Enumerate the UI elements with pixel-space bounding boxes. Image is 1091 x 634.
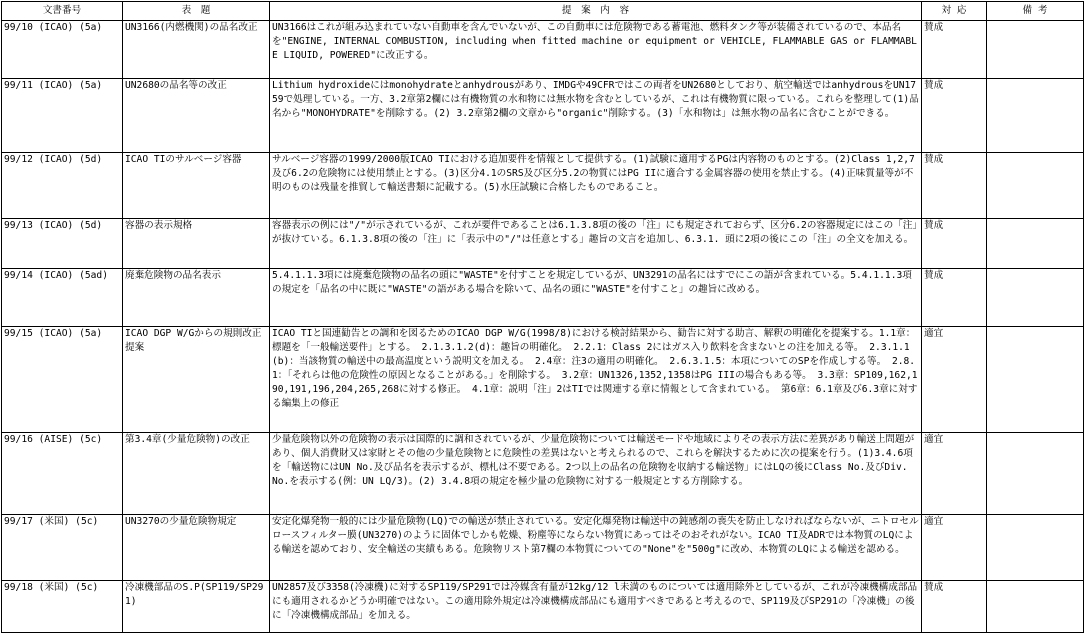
remarks-cell [987,433,1084,515]
title-cell: ICAO TIのサルベージ容器 [123,153,270,219]
remarks-cell [987,581,1084,633]
title-cell: UN3166(内燃機関)の品名改正 [123,21,270,79]
title-cell: 容器の表示規格 [123,219,270,269]
table-row [2,269,1084,327]
title-cell: 冷凍機部品のS.P(SP119/SP291) [123,581,270,633]
table-row [2,581,1084,633]
table-row [2,327,1084,433]
header-remarks: 備 考 [987,2,1084,21]
proposal-cell: Lithium hydroxideにはmonohydrateとanhydrousがあり、IMDGや49CFRではこの両者をUN2680としており、航空輸送ではanhydrousをUN1759で処理している。一方、3.2章第2欄には有機物質の水和物には無水物を含むとしているが、これは有機物質に限っている。これらを整理して(1)品名から"MONOHYDRATE"を削除する。(2) 3.2章第2欄の文章から"organic"削除する。(3)「水和物は」は無水物の品名に含むことができる。 [270,79,922,153]
remarks-cell [987,21,1084,79]
doc-no-cell: 99/16 (AISE) (5c) [2,433,123,515]
proposal-cell: 5.4.1.1.3項には廃棄危険物の品名の頭に"WASTE"を付すことを規定しているが、UN3291の品名にはすでにこの語が含まれている。5.4.1.1.3項の規定を「品名の中に既に"WASTE"の語がある場合を除いて、品名の頭に"WASTE"を付すこと」の趣旨に改める。 [270,269,922,327]
header-doc-no: 文書番号 [2,2,123,21]
doc-no-cell: 99/18 (米国) (5c) [2,581,123,633]
remarks-cell [987,153,1084,219]
header-row [2,2,1084,21]
proposal-cell: UN3166はこれが組み込まれていない自動車を含んでいないが、この自動車には危険物である蓄電池、燃料タンク等が装備されているので、本品名を"ENGINE, INTERNAL COMBUSTION, including when fitted machine or equipment or VEHICLE, FLAMMABLE GAS or FLAMMABLE LIQUID, POWERED"に改正する。 [270,21,922,79]
proposal-table [1,1,1084,633]
table-row [2,515,1084,581]
response-cell: 適宜 [922,327,987,433]
remarks-cell [987,269,1084,327]
table-row [2,21,1084,79]
doc-no-cell: 99/17 (米国) (5c) [2,515,123,581]
title-cell: UN3270の少量危険物規定 [123,515,270,581]
response-cell: 適宜 [922,433,987,515]
response-cell: 賛成 [922,269,987,327]
proposal-cell: 安定化爆発物一般的には少量危険物(LQ)での輸送が禁止されている。安定化爆発物は輸送中の鈍感剤の喪失を防止しなければならないが、ニトロセルロースフィルター膜(UN3270)のように固体でしかも乾燥、粉塵等にならない物質にあってはそのおそれがない。ICAO TI及ADRでは本物質のLQによる輸送を認めており、安全輸送の実績もある。危険物リスト第7欄の本物質についての"None"を"500g"に改め、本物質のLQによる輸送を認める。 [270,515,922,581]
table-row [2,79,1084,153]
doc-no-cell: 99/14 (ICAO) (5ad) [2,269,123,327]
header-response: 対 応 [922,2,987,21]
response-cell: 適宜 [922,515,987,581]
table-row [2,153,1084,219]
remarks-cell [987,327,1084,433]
header-title: 表 題 [123,2,270,21]
response-cell: 賛成 [922,219,987,269]
proposal-cell: 少量危険物以外の危険物の表示は国際的に調和されているが、少量危険物については輸送モードや地域によりその表示方法に差異があり輸送上問題があり、個人消費財又は家財とその他の少量危険物とに危険性の差異はないと考えられるので、これらを解決するために次の提案を行う。(1)3.4.6項を「輸送物にはUN No.及び品名を表示するが、標札は不要である。2つ以上の品名の危険物を収納する輸送物」にはLQの後にClass No.及びDiv. No.を表示する(例：UN LQ/3)。(2) 3.4.8項の規定を極少量の危険物に対する一般規定とする方削除する。 [270,433,922,515]
proposal-cell: サルベージ容器の1999/2000版ICAO TIにおける追加要件を情報として提供する。(1)試験に適用するPGは内容物のものとする。(2)Class 1,2,7及び6.2の危険物には使用禁止とする。(3)区分4.1のSRS及び区分5.2の物質にはPG IIに適合する金属容器の使用を禁止する。(4)正味質量等が不明のものは残量を推貿して輸送書類に記載する。(5)水圧試験に合格したものであること。 [270,153,922,219]
response-cell: 賛成 [922,153,987,219]
title-cell: UN2680の品名等の改正 [123,79,270,153]
proposal-cell: UN2857及び3358(冷凍機)に対するSP119/SP291では冷媒含有量が12kg/12 l未満のものについては適用除外としているが、これが冷凍機構成部品にも適用されるかどうか明確ではない。この適用除外規定は冷凍機構成部品にも適用すべきであると考えるので、SP119及びSP291の「冷凍機」の後に「冷凍機構成部品」を加える。 [270,581,922,633]
title-cell: 廃棄危険物の品名表示 [123,269,270,327]
title-cell: ICAO DGP W/Gからの規則改正提案 [123,327,270,433]
proposal-cell: 容器表示の例には"/"が示されているが、これが要件であることは6.1.3.8項の後の「注」にも規定されておらず、区分6.2の容器規定にはこの「注」が抜けている。6.1.3.8項の後の「注」に「表示中の"/"は任意とする」趣旨の文言を追加し、6.3.1. 頭に2項の後にこの「注」の全文を加える。 [270,219,922,269]
table-row [2,433,1084,515]
doc-no-cell: 99/13 (ICAO) (5d) [2,219,123,269]
table-row [2,219,1084,269]
doc-no-cell: 99/12 (ICAO) (5d) [2,153,123,219]
doc-no-cell: 99/11 (ICAO) (5a) [2,79,123,153]
response-cell: 賛成 [922,79,987,153]
remarks-cell [987,219,1084,269]
response-cell: 賛成 [922,21,987,79]
doc-no-cell: 99/10 (ICAO) (5a) [2,21,123,79]
response-cell: 賛成 [922,581,987,633]
proposal-cell: ICAO TIと国連勧告との調和を図るためのICAO DGP W/G(1998/8)における検討結果から、勧告に対する助言、解釈の明確化を提案する。1.1章：標題を「一般輸送要件」とする。 2.1.3.1.2(d)：趣旨の明確化。 2.2.1：Class 2にはガス入り飲料を含まないとの注を加える等。 2.3.1.1(b)：当該物質の輸送中の最高温度という説明文を加える。 2.4章：注3の適用の明確化。 2.6.3.1.5：本項についてのSPを作成しする等。 2.8.1：「それらは他の危険性の原因となることがある。」を削除する。 3.2章：UN1326,1352,1358はPG IIIの場合もある等。 3.3章：SP109,162,190,191,196,204,265,268に対する修正。 4.1章：説明「注」2はTIでは関連する章に情報として含まれている。 第6章：6.1章及び6.3章に対する編集上の修正 [270,327,922,433]
remarks-cell [987,515,1084,581]
title-cell: 第3.4章(少量危険物)の改正 [123,433,270,515]
header-proposal: 提 案 内 容 [270,2,922,21]
doc-no-cell: 99/15 (ICAO) (5a) [2,327,123,433]
remarks-cell [987,79,1084,153]
